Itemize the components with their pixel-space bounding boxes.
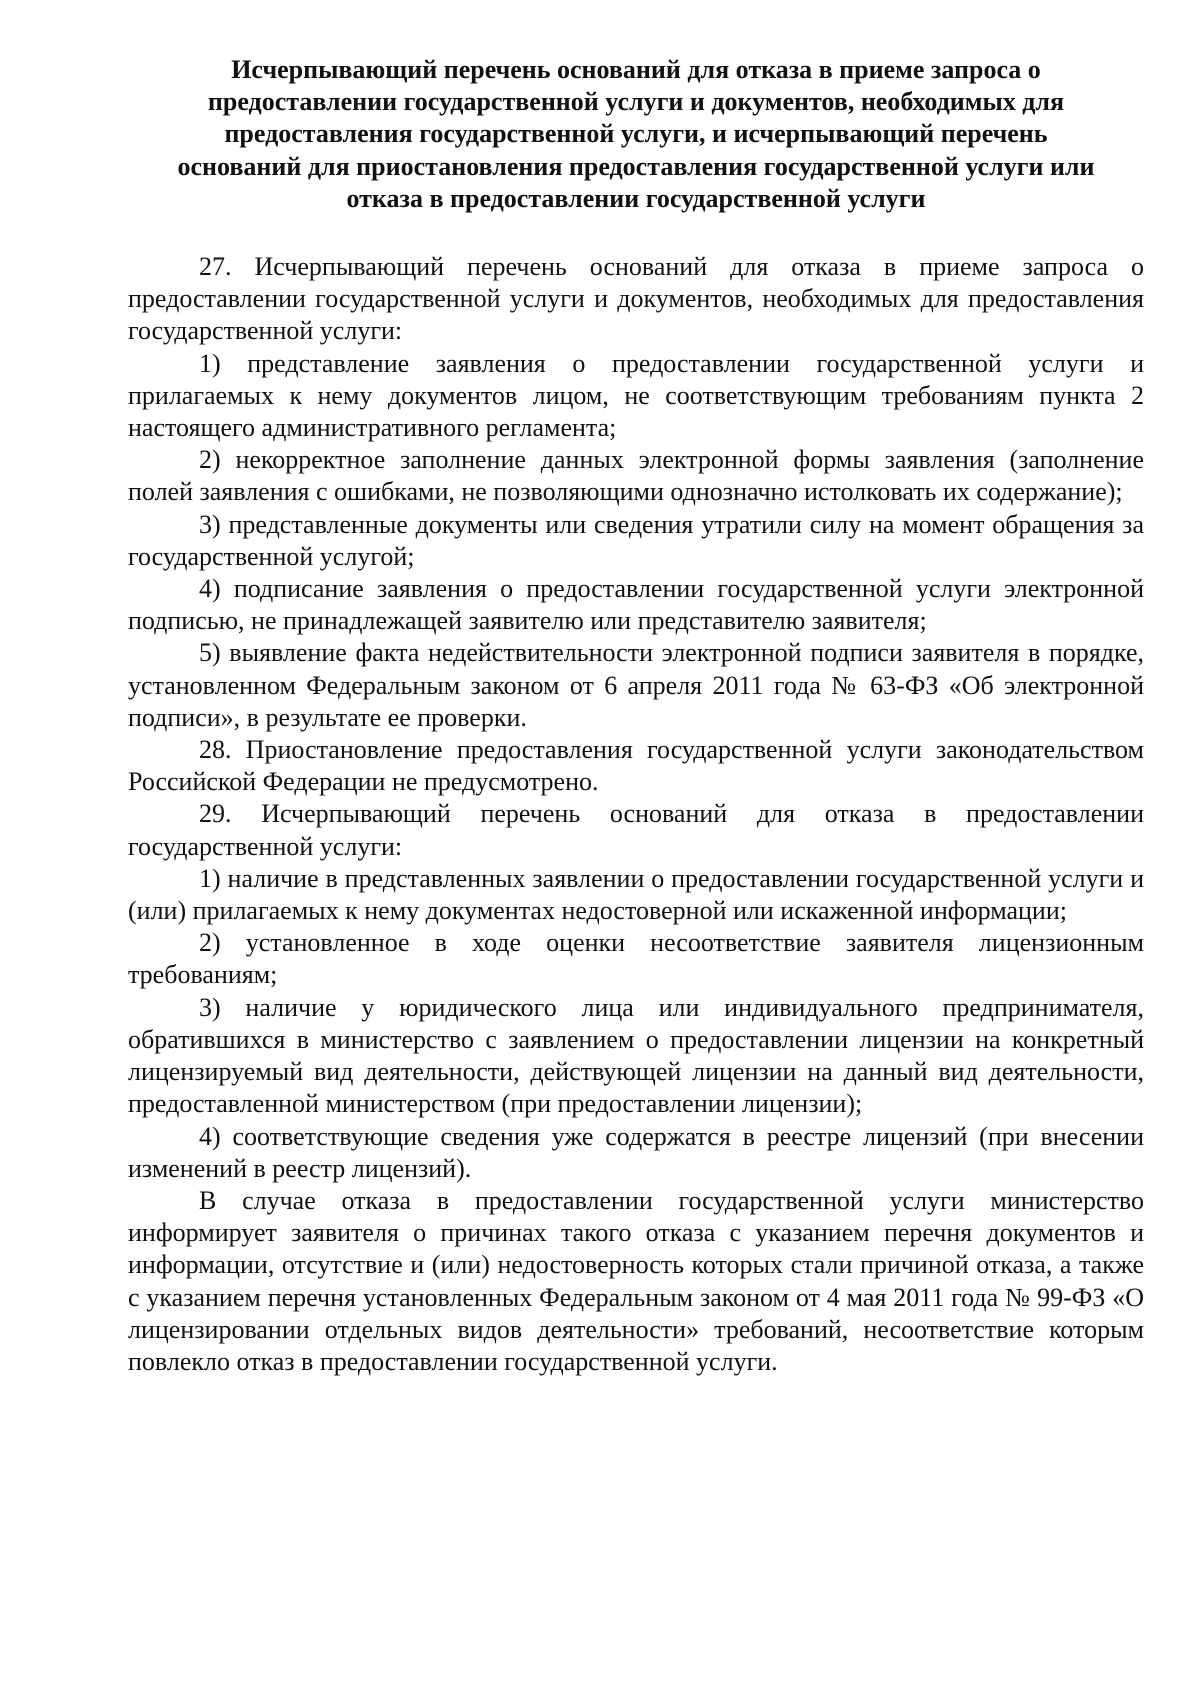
title-line: отказа в предоставлении государственной услуги bbox=[346, 183, 926, 213]
paragraph-28: 28. Приостановление предоставления государственной услуги законодательством Российской Федерации не предусмотрено. bbox=[128, 735, 1144, 797]
title-line: предоставлении государственной услуги и документов, необходимых для bbox=[207, 87, 1065, 117]
list-item-27-5: 5) выявление факта недействительности электронной подписи заявителя в порядке, установленном Федеральным законом от 6 апреля 2011 года № 63-ФЗ «Об электронной подписи», в результате ее проверки. bbox=[128, 638, 1144, 732]
list-item-27-2: 2) некорректное заполнение данных электронной формы заявления (заполнение полей заявления с ошибками, не позволяющими однозначно истолковать их содержание); bbox=[128, 445, 1144, 507]
title-line: Исчерпывающий перечень оснований для отказа в приеме запроса о bbox=[231, 55, 1041, 84]
list-item-29-4: 4) соответствующие сведения уже содержатся в реестре лицензий (при внесении изменений в реестр лицензий). bbox=[128, 1121, 1144, 1183]
title-line: предоставления государственной услуги, и исчерпывающий перечень bbox=[224, 119, 1048, 149]
list-item-27-4: 4) подписание заявления о предоставлении государственной услуги электронной подписью, не принадлежащей заявителю или представителю заявителя; bbox=[128, 574, 1144, 636]
document-body bbox=[128, 251, 1144, 1378]
document-title bbox=[128, 54, 1144, 215]
title-line: оснований для приостановления предоставления государственной услуги или bbox=[177, 151, 1095, 181]
document-page bbox=[128, 54, 1144, 1378]
paragraph-29: 29. Исчерпывающий перечень оснований для отказа в предоставлении государственной услуги: bbox=[128, 799, 1144, 861]
list-item-27-3: 3) представленные документы или сведения утратили силу на момент обращения за государственной услугой; bbox=[128, 509, 1144, 571]
list-item-29-2: 2) установленное в ходе оценки несоответствие заявителя лицензионным требованиям; bbox=[128, 928, 1144, 990]
list-item-29-1: 1) наличие в представленных заявлении о предоставлении государственной услуги и (или) прилагаемых к нему документах недостоверной или искаженной информации; bbox=[128, 863, 1144, 926]
refusal-notice-paragraph: В случае отказа в предоставлении государственной услуги министерство информирует заявителя о причинах такого отказа с указанием перечня документов и информации, отсутствие и (или) недостоверность которых стали причиной отказа, а также с указанием перечня установленных Федеральным законом от 4 мая 2011 года № 99-ФЗ «О лицензировании отдельных видов деятельности» требований, несоответствие которым повлекло отказ в предоставлении государственной услуги. bbox=[128, 1185, 1144, 1376]
paragraph-27: 27. Исчерпывающий перечень оснований для отказа в приеме запроса о предоставлении государственной услуги и документов, необходимых для предоставления государственной услуги: bbox=[128, 252, 1144, 346]
list-item-29-3: 3) наличие у юридического лица или индивидуального предпринимателя, обратившихся в министерство с заявлением о предоставлении лицензии на конкретный лицензируемый вид деятельности, действующей лицензии на данный вид деятельности, предоставленной министерством (при предоставлении лицензии); bbox=[128, 992, 1144, 1119]
list-item-27-1: 1) представление заявления о предоставлении государственной услуги и прилагаемых к нему документов лицом, не соответствующим требованиям пункта 2 настоящего административного регламента; bbox=[128, 348, 1144, 443]
